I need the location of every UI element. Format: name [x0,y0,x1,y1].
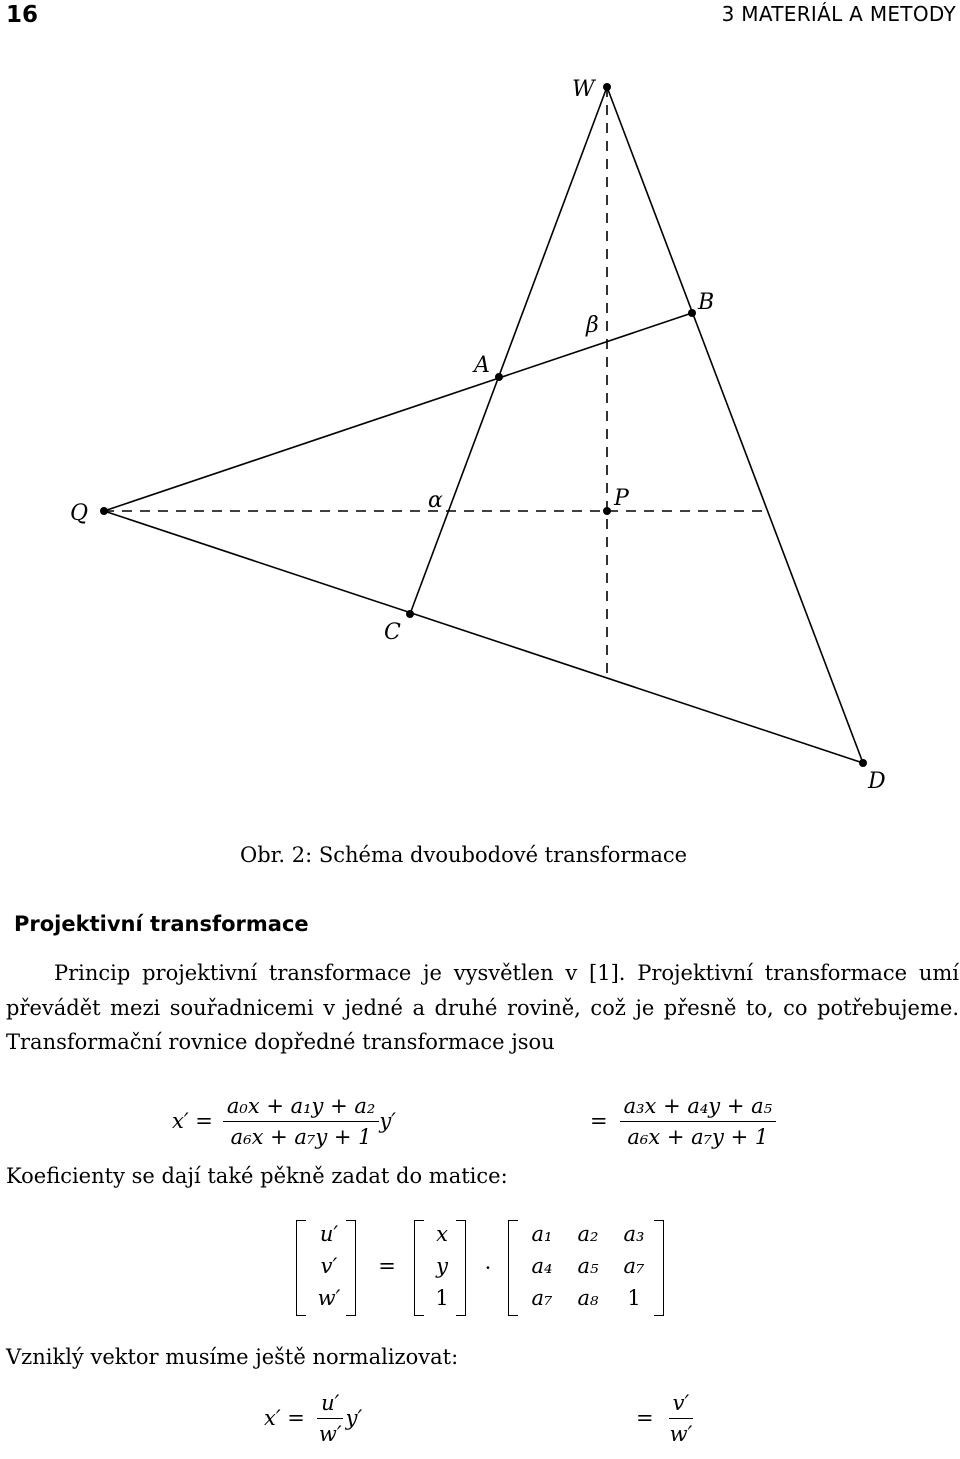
point-b [688,309,696,317]
matrix-lhs-v: v′ [320,1254,338,1278]
coeff-r1c3: a₃ [623,1222,645,1246]
eq-forward-y-denominator: a₆x + a₇y + 1 [627,1124,769,1149]
coeff-r3c2: a₈ [577,1286,599,1310]
label-p: P [614,486,629,511]
normalize-intro: Vzniklý vektor musíme ještě normalizovat: [6,1345,459,1369]
equation-normalize-x [264,1382,362,1454]
eq-norm-y-fraction [666,1391,697,1446]
label-beta: β [586,313,599,338]
eq-forward-y-fraction [620,1094,776,1149]
point-d [859,759,867,767]
coeff-r2c3: a₇ [623,1254,645,1278]
matrix-intro: Koeficienty se dají také pěkně zadat do matice: [6,1164,508,1188]
eq-norm-x-numerator: u′ [317,1391,343,1419]
page-number: 16 [6,2,39,28]
eq-norm-y-denominator: w′ [669,1421,693,1446]
eq-forward-x-denominator: a₆x + a₇y + 1 [230,1124,372,1149]
paragraph [6,956,959,1060]
matrix-lhs-u: u′ [319,1222,339,1246]
point-p [603,507,611,515]
paragraph-text: Princip projektivní transformace je vysvětlen v [1]. Projektivní transformace umí převádět mezi souřadnicemi v jedné a druhé rovině, což je přesně to, co potřebujeme. Transformační rovnice dopředné transformace jsou [6,961,959,1055]
point-a [495,373,503,381]
label-alpha: α [428,488,443,513]
bracket-right-coeffs [654,1220,664,1316]
two-point-transformation-diagram [0,60,960,840]
bracket-left-lhs [296,1220,306,1316]
eq-norm-y-numerator: v′ [669,1391,694,1419]
section-title: Projektivní transformace [14,912,309,936]
line-q-d [104,511,863,763]
eq-forward-x-lhs: x′ = [172,1109,213,1133]
eq-forward-x-numerator: a₀x + a₁y + a₂ [223,1094,379,1122]
label-b: B [698,290,715,315]
coeff-r1c2: a₂ [577,1222,599,1246]
coeff-r3c3: 1 [627,1286,641,1310]
vector-x: x [436,1222,448,1246]
label-d: D [868,769,886,794]
coeff-r2c1: a₄ [531,1254,553,1278]
coeff-r2c2: a₅ [577,1254,599,1278]
point-q [100,507,108,515]
eq-norm-y-lhs: = [636,1406,654,1430]
point-w [603,83,611,91]
equation-normalize-y [636,1382,696,1454]
label-c: C [384,620,401,645]
eq-norm-x-denominator: w′ [318,1421,342,1446]
eq-forward-y-lhs: = [590,1109,608,1133]
eq-forward-y-numerator: a₃x + a₄y + a₅ [620,1094,776,1122]
eq-norm-x-lhs: x′ = [264,1406,305,1430]
matrix-equals: = [378,1254,396,1278]
figure-caption: Obr. 2: Schéma dvoubodové transformace [240,843,688,867]
bracket-left-coeffs [508,1220,518,1316]
matrix-dot: · [484,1256,492,1280]
equation-forward-y [590,1086,776,1156]
eq-norm-x-tail: y′ [345,1406,363,1430]
running-title: 3 MATERIÁL A METODY [721,2,956,26]
label-w: W [572,77,595,102]
vector-y: y [436,1254,448,1278]
line-w-d [607,87,863,763]
coeff-r1c1: a₁ [531,1222,553,1246]
matrix-lhs-w: w′ [317,1286,341,1310]
line-w-c [410,87,607,614]
coeff-r3c1: a₇ [531,1286,553,1310]
eq-forward-x-tail: y′ [379,1109,396,1133]
label-q: Q [70,501,89,526]
eq-forward-x-fraction [223,1094,379,1149]
point-c [406,610,414,618]
label-a: A [474,353,490,378]
equation-forward [172,1086,396,1156]
vector-one: 1 [435,1286,449,1310]
eq-norm-x-fraction [315,1391,346,1446]
line-q-a-b [104,313,692,511]
